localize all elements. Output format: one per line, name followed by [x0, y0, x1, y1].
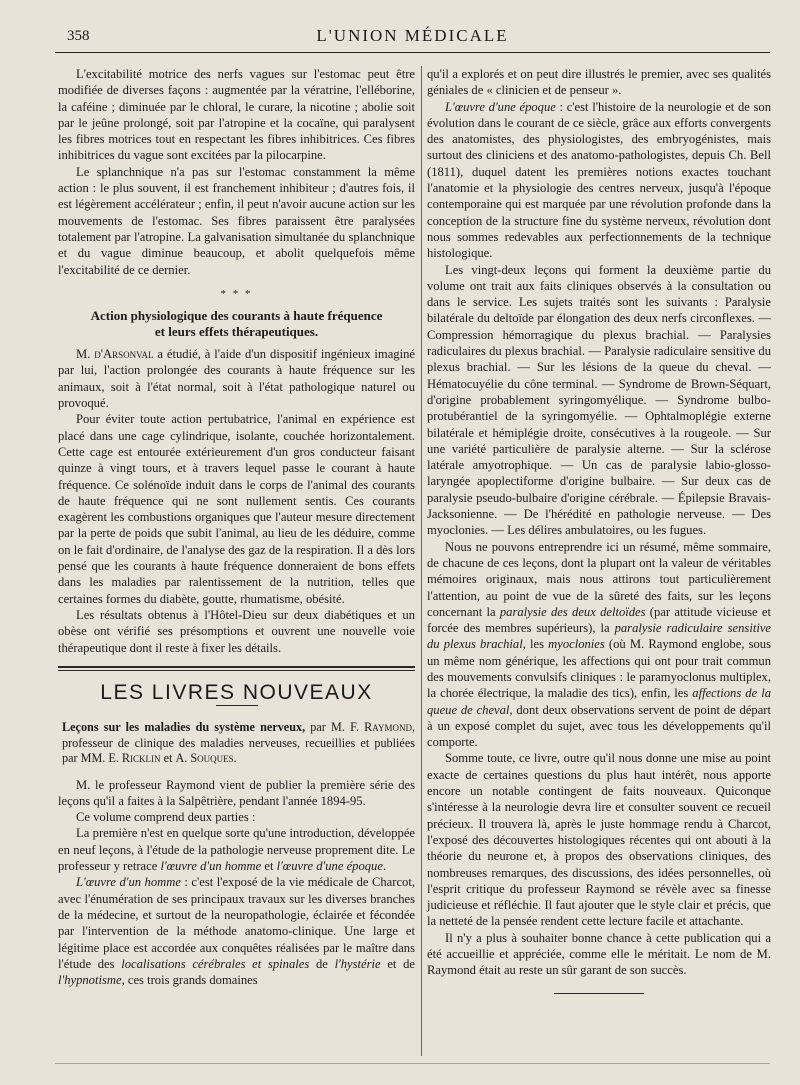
- rubric-title: LES LIVRES NOUVEAUX: [100, 680, 373, 704]
- paragraph: M. d'Arsonval a étudié, à l'aide d'un dispositif ingénieux imaginé par lui, l'action prolongée des courants à haute fréquence sur les animaux, soit à l'état normal, soit à l'état pathologique naturel ou provoqué.: [58, 347, 415, 411]
- section-title-line-1: Action physiologique des courants à haute fréquence: [90, 308, 383, 324]
- paragraph: Ce volume comprend deux parties :: [76, 810, 256, 825]
- paragraph: L'excitabilité motrice des nerfs vagues sur l'estomac peut être modifiée de diverses façons : augmentée par la vératrine, l'elléborine, la caféine ; diminuée par le chloral, le curare, la nicotine ; abolie soit par le jeûne prolongé, soit par l'atropine et la cocaïne, qui paralysent les fibres motrices tout en respectant les fibres inhibitrices. Ces fibres inhibitrices du vague sont excitées par la pilocarpine.: [58, 67, 415, 163]
- section-title: [58, 308, 415, 340]
- bottom-rule: [55, 1063, 770, 1064]
- section-separator-stars: * * *: [220, 287, 253, 300]
- column-divider: [421, 66, 422, 1056]
- paragraph: Pour éviter toute action pertubatrice, l'animal en expérience est placé dans une cage cylindrique, isolante, couchée horizontalement. Cette cage est entourée extérieurement d'un gros conducteur faisant quinze à vingt tours, et à travers lequel passe le courant à haute fréquence. Ce solénoïde induit dans le corps de l'animal des courants de haute fréquence qui ne sont nullement sentis. Ces courants exagèrent les combustions organiques que l'auteur mesure directement par la perte de poids que subit l'animal, au lieu de les déduire, comme on le fait d'ordinaire, de l'analyse des gaz de la respiration. Il a dès lors pensé que les courants à haute fréquence donneraient de bons effets dans les maladies par ralentissement de la nutrition, telles que certaines formes du diabète, goutte, rhumatisme, obésité.: [58, 412, 415, 606]
- book-author: Raymond: [364, 720, 412, 735]
- short-rule: [216, 705, 258, 706]
- paragraph: Le splanchnique n'a pas sur l'estomac constamment la même action : le plus souvent, il est franchement inhibiteur ; d'autres fois, il est légèrement accélérateur ; enfin, il peut n'avoir aucune action sur les mouvements de l'estomac. Ses fibres paraissent être paralysées totalement par l'atropine. La galvanisation simultanée du splanchnique et du vague diminue beaucoup, et abolit quelquefois même l'excitabilité de ce dernier.: [58, 164, 415, 277]
- end-rule: [554, 993, 644, 994]
- author-name: M. d'Arsonval: [76, 347, 154, 362]
- journal-title: L'UNION MÉDICALE: [316, 26, 509, 45]
- header-rule: [55, 52, 770, 53]
- paragraph: Les vingt-deux leçons qui forment la deuxième partie du volume ont trait aux faits cliniques observés à la consultation ou dans le service. Les sujets traités sont les suivants : Paralysie bilatérale du deltoïde par élongation des deux nerfs circonflexes. — Compression hémorragique du plexus brachial. — Paralysies radiculaires du plexus brachial. — Paralysie radiculaire sensitive du plexus brachial. — Sur les lésions de la queue du cheval. — Hématocuyélie du cône terminal. — Syndrome de Brown-Séquart, d'origine probablement syringomyélique. — Syndrome bulbo-protubérantiel de la syringomyélie. — Ophtalmoplégie externe bilatérale et hémiplégie droite, consécutives à la rougeole. — Sur une variété particulière de paralysie alterne. — Sur la sclérose latérale amyotrophique. — Un cas de paralysie labio-glosso-laryngée apoplectiforme d'origine bulbaire. — Sur deux cas de paralysie pseudo-bulbaire d'origine cérébrale. — Épilepsie Bravais-Jacksonienne. — De l'hérédité en pathologie nerveuse. — Des myoclonies. — Les délires ambulatoires, ou les fugues.: [427, 262, 771, 538]
- paragraph: L'œuvre d'une époque : c'est l'histoire de la neurologie et de son évolution dans le courant de ce siècle, grâce aux efforts convergents des anatomistes, des physiologistes, des embryogénistes, mais surtout des cliniciens et des anatomo-pathologistes, depuis Ch. Bell (1811), duquel datent les premières notions exactes touchant l'anatomie et la physiologie des centres nerveux, jusqu'à l'époque contemporaine qui est marquée par une révolution profonde dans la conception de la structure fine du système nerveux, révolution dont nous sommes redevables aux perfectionnements de la technique histologique.: [427, 99, 771, 261]
- paragraph: La première n'est en quelque sorte qu'une introduction, développée en neuf leçons, à l'étude de la pathologie nerveuse proprement dite. Le professeur y retrace l'œuvre d'un homme et l'œuvre d'une époque.: [58, 826, 415, 874]
- book-entry: Leçons sur les maladies du système nerveux, par M. F. Raymond, professeur de clinique des maladies nerveuses, recueillies et publiées par MM. E. Ricklin et A. Souques.: [62, 720, 415, 766]
- paragraph: Les résultats obtenus à l'Hôtel-Dieu sur deux diabétiques et un obèse ont vérifié ses présomptions et ouvrent une nouvelle voie thérapeutique dont il reste à fixer les détails.: [58, 607, 415, 655]
- double-rule: [58, 666, 415, 671]
- book-title: Leçons sur les maladies du système nerveux,: [62, 720, 306, 735]
- paragraph: Il n'y a plus à souhaiter bonne chance à cette publication qui a été accueillie et appréciée, comme elle le méritait. Le nom de M. Raymond était au reste un sûr garant de son succès.: [427, 930, 771, 978]
- section-title-line-2: et leurs effets thérapeutiques.: [154, 324, 319, 340]
- paragraph: Nous ne pouvons entreprendre ici un résumé, même sommaire, de chacune de ces leçons, dont la plupart ont la valeur de véritables mémoires originaux, mais nous attirons tout particulièrement l'attention, au point de vue de la sûreté des faits, sur les leçons concernant la paralysie des deux deltoïdes (par attitude vicieuse et forcée des membres supérieurs), la paralysie radiculaire sensitive du plexus brachial, les myoclonies (où M. Raymond englobe, sous un même nom générique, les affections qui ont pour trait commun des mouvements convulsifs cliniques : le paramyoclonus multiplex, la chorée électrique, la maladie des tics), enfin, les affections de la queue de cheval, dont deux observations servent de point de départ à un exposé complet du sujet, avec tous les développements qu'il comporte.: [427, 539, 771, 750]
- page-header: [55, 22, 770, 50]
- right-column: [427, 66, 771, 994]
- page-number: 358: [67, 28, 90, 44]
- left-column: [58, 66, 415, 988]
- paragraph: Somme toute, ce livre, outre qu'il nous donne une mise au point exacte de certaines questions du plus haut intérêt, nous apporte encore un notable contingent de faits nouveaux. Quiconque s'intéresse à la neurologie devra lire et consulter souvent ce recueil précieux. Il trouvera là, après le juste hommage rendu à Charcot, l'exposé des découvertes histologiques récentes qui ont abouti à la théorie du neurone et, à propos des observations cliniques, des nombreuses remarques, des discussions, des idées personnelles, où l'esprit critique du professeur Raymond se révèle avec sa finesse judicieuse et réfléchie. Il faut ajouter que le style clair et précis, que la netteté de la pensée rendent cette lecture facile et attachante.: [427, 751, 771, 929]
- paragraph: L'œuvre d'un homme : c'est l'exposé de la vie médicale de Charcot, avec l'énumération de ses principaux travaux sur les diverses branches de la médecine, et surtout de la neuropathologie, éclairée et fécondée par l'intervention de la méthode anatomo-clinique. Une large et légitime place est accordée aux conquêtes réalisées par le maître dans l'étude des localisations cérébrales et spinales de l'hystérie et de l'hypnotisme, ces trois grands domaines: [58, 875, 416, 988]
- paragraph: M. le professeur Raymond vient de publier la première série des leçons qu'il a faites à la Salpêtrière, pendant l'année 1894-95.: [58, 777, 415, 808]
- paragraph: qu'il a explorés et on peut dire illustrés le premier, avec ses qualités géniales de « clinicien et de penseur ».: [427, 67, 771, 98]
